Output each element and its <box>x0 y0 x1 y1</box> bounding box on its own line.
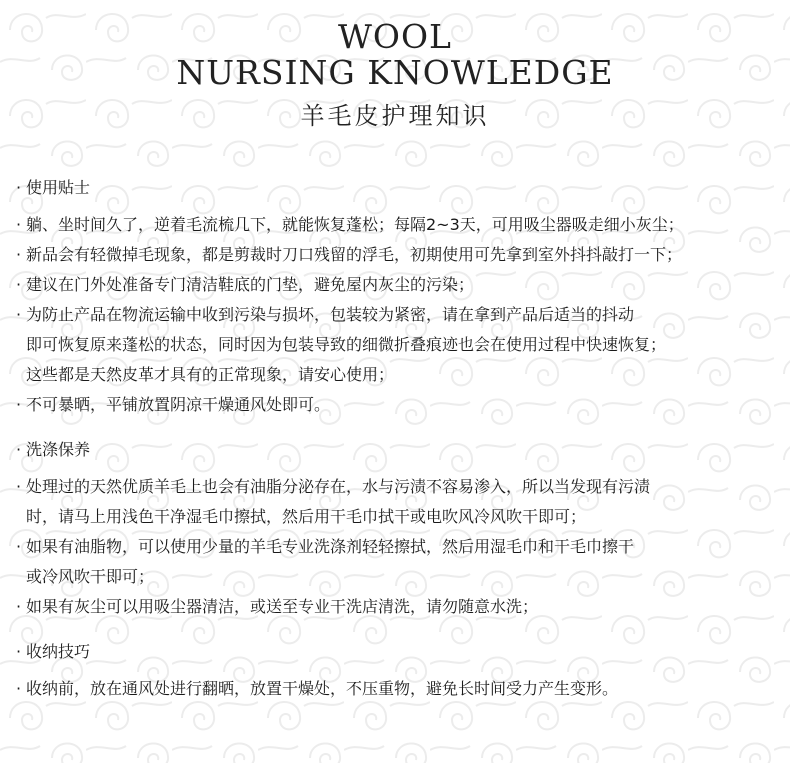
list-item-text: 新品会有轻微掉毛现象，都是剪裁时刀口残留的浮毛，初期使用可先拿到室外抖抖敲打一下； <box>26 245 683 264</box>
list-item <box>16 532 784 592</box>
list-item-text: 收纳前，放在通风处进行翻晒，放置干燥处，不压重物，避免长时间受力产生变形。 <box>26 679 619 698</box>
list-item-line <box>16 592 784 622</box>
bullet-dot: · <box>16 245 22 264</box>
list-item-text: 为防止产品在物流运输中收到污染与损坏，包装较为紧密，请在拿到产品后适当的抖动 <box>26 305 635 324</box>
list-item-text: 躺、坐时间久了，逆着毛流梳几下，就能恢复蓬松；每隔2~3天，可用吸尘器吸走细小灰尘； <box>26 215 684 234</box>
bullet-dot: · <box>16 642 22 661</box>
list-item-text: 处理过的天然优质羊毛上也会有油脂分泌存在，水与污渍不容易渗入，所以当发现有污渍 <box>26 477 651 496</box>
list-item-text: 建议在门外处准备专门清洁鞋底的门垫，避免屋内灰尘的污染； <box>26 275 475 294</box>
bullet-dot: · <box>16 178 22 197</box>
section-heading-text: 收纳技巧 <box>26 642 91 661</box>
title-english-line2: NURSING KNOWLEDGE <box>176 53 614 92</box>
list-item-line <box>16 532 784 562</box>
list-item-text: 不可暴晒，平铺放置阴凉干燥通风处即可。 <box>26 395 331 414</box>
list-item-text: 这些都是天然皮革才具有的正常现象，请安心使用； <box>26 365 395 384</box>
list-item-text: 或冷风吹干即可； <box>26 567 155 586</box>
section-heading <box>16 642 784 662</box>
section-heading-text: 使用贴士 <box>26 178 91 197</box>
list-item-line <box>16 360 784 390</box>
list-item <box>16 674 784 704</box>
care-sections <box>16 178 784 724</box>
list-item-line <box>16 270 784 300</box>
section-storage-tips <box>16 642 784 704</box>
section-heading <box>16 440 784 460</box>
list-item-text: 如果有油脂物，可以使用少量的羊毛专业洗涤剂轻轻擦拭，然后用湿毛巾和干毛巾擦干 <box>26 537 635 556</box>
list-item <box>16 300 784 390</box>
list-item <box>16 270 784 300</box>
list-item <box>16 240 784 270</box>
bullet-dot: · <box>16 537 22 556</box>
list-item <box>16 210 784 240</box>
bullet-dot: · <box>16 477 22 496</box>
bullet-dot: · <box>16 597 22 616</box>
section-heading-text: 洗涤保养 <box>26 440 91 459</box>
section-heading <box>16 178 784 198</box>
list-item-line <box>16 502 784 532</box>
list-item <box>16 592 784 622</box>
list-item-line <box>16 472 784 502</box>
list-item-text: 即可恢复原来蓬松的状态，同时因为包装导致的细微折叠痕迹也会在使用过程中快速恢复； <box>26 335 667 354</box>
bullet-dot: · <box>16 305 22 324</box>
list-item-line <box>16 562 784 592</box>
bullet-dot: · <box>16 275 22 294</box>
title-chinese: 羊毛皮护理知识 <box>300 102 490 130</box>
list-item-line <box>16 210 784 240</box>
section-usage-tips <box>16 178 784 420</box>
list-item-line <box>16 300 784 330</box>
list-item-text: 如果有灰尘可以用吸尘器清洁，或送至专业干洗店清洗，请勿随意水洗； <box>26 597 539 616</box>
list-item-text: 时，请马上用浅色干净湿毛巾擦拭，然后用干毛巾拭干或电吹风冷风吹干即可； <box>26 507 587 526</box>
title-english-line1: WOOL <box>338 17 452 56</box>
list-item <box>16 390 784 420</box>
list-item-line <box>16 390 784 420</box>
list-item-line <box>16 240 784 270</box>
section-cleaning-care <box>16 440 784 622</box>
bullet-dot: · <box>16 395 22 414</box>
list-item-line <box>16 330 784 360</box>
bullet-dot: · <box>16 215 22 234</box>
list-item <box>16 472 784 532</box>
page-header <box>0 0 790 131</box>
bullet-dot: · <box>16 679 22 698</box>
bullet-dot: · <box>16 440 22 459</box>
list-item-line <box>16 674 784 704</box>
